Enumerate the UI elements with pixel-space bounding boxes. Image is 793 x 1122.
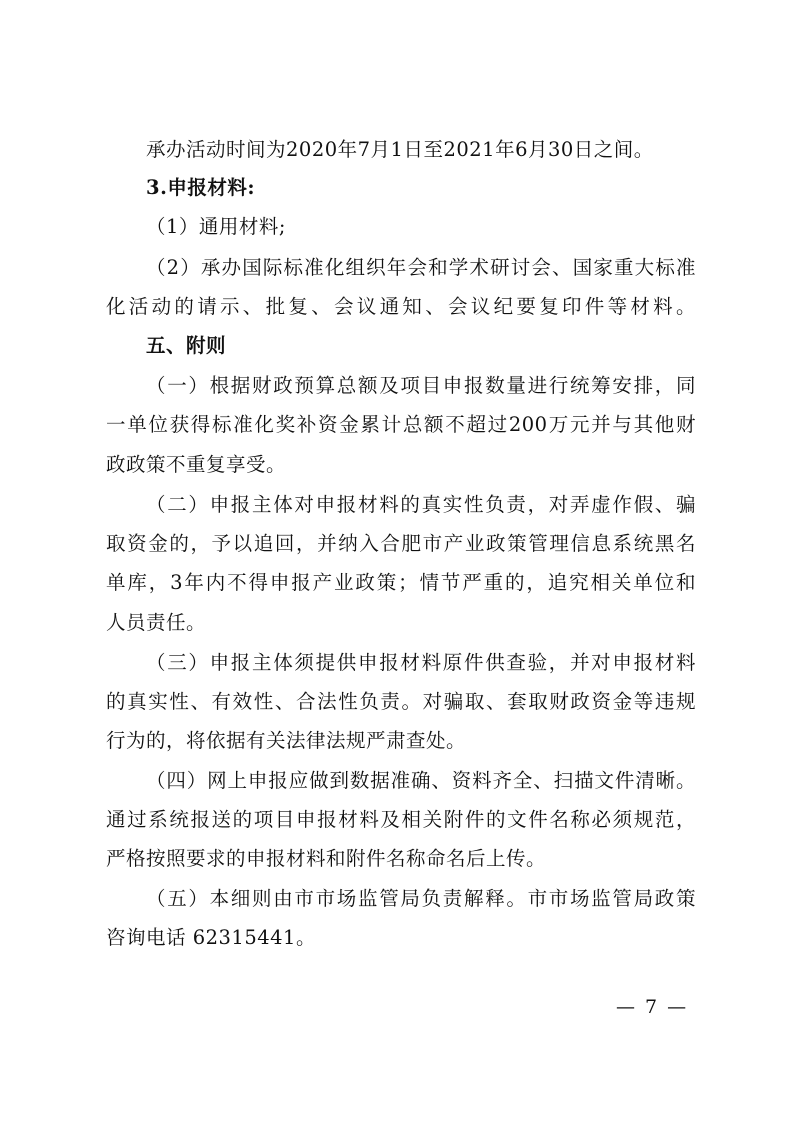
clause-5-line-1: （五）本细则由市市场监管局负责解释。市市场监管局政策 <box>146 887 696 910</box>
clause-2-line-2: 取资金的，予以追回，并纳入合肥市产业政策管理信息系统黑名 <box>106 532 696 555</box>
section-heading: 五、附则 <box>146 334 227 357</box>
clause-2-line-4: 人员责任。 <box>106 611 207 634</box>
clause-4-line-3: 严格按照要求的申报材料和附件名称命名后上传。 <box>106 847 547 870</box>
clause-1-line-3: 政政策不重复享受。 <box>106 453 287 476</box>
clause-4-line-1: （四）网上申报应做到数据准确、资料齐全、扫描文件清晰。 <box>146 769 696 792</box>
materials-item-1: （1）通用材料; <box>146 215 286 238</box>
clause-3-line-2: 的真实性、有效性、合法性负责。对骗取、套取财政资金等违规 <box>106 690 696 713</box>
clause-5-line-2: 咨询电话 62315441。 <box>106 926 316 949</box>
intro-line: 承办活动时间为2020年7月1日至2021年6月30日之间。 <box>146 138 654 161</box>
clause-4-line-2: 通过系统报送的项目申报材料及相关附件的文件名称必须规范， <box>106 808 696 831</box>
clause-3-line-3: 行为的，将依据有关法律法规严肃查处。 <box>106 729 467 752</box>
clause-3-line-1: （三）申报主体须提供申报材料原件供查验，并对申报材料 <box>146 651 696 674</box>
clause-1-line-1: （一）根据财政预算总额及项目申报数量进行统筹安排，同 <box>146 374 696 397</box>
materials-item-2-line-2: 化活动的请示、批复、会议通知、会议纪要复印件等材料。 <box>106 295 696 318</box>
clause-2-line-3: 单库，3年内不得申报产业政策；情节严重的，追究相关单位和 <box>106 571 696 594</box>
clause-2-line-1: （二）申报主体对申报材料的真实性负责，对弄虚作假、骗 <box>146 493 696 516</box>
materials-item-2-line-1: （2）承办国际标准化组织年会和学术研讨会、国家重大标准 <box>146 256 696 279</box>
clause-1-line-2: 一单位获得标准化奖补资金累计总额不超过200万元并与其他财 <box>106 413 696 436</box>
page-number: — 7 — <box>616 996 689 1018</box>
materials-heading: 3.申报材料: <box>146 176 256 199</box>
